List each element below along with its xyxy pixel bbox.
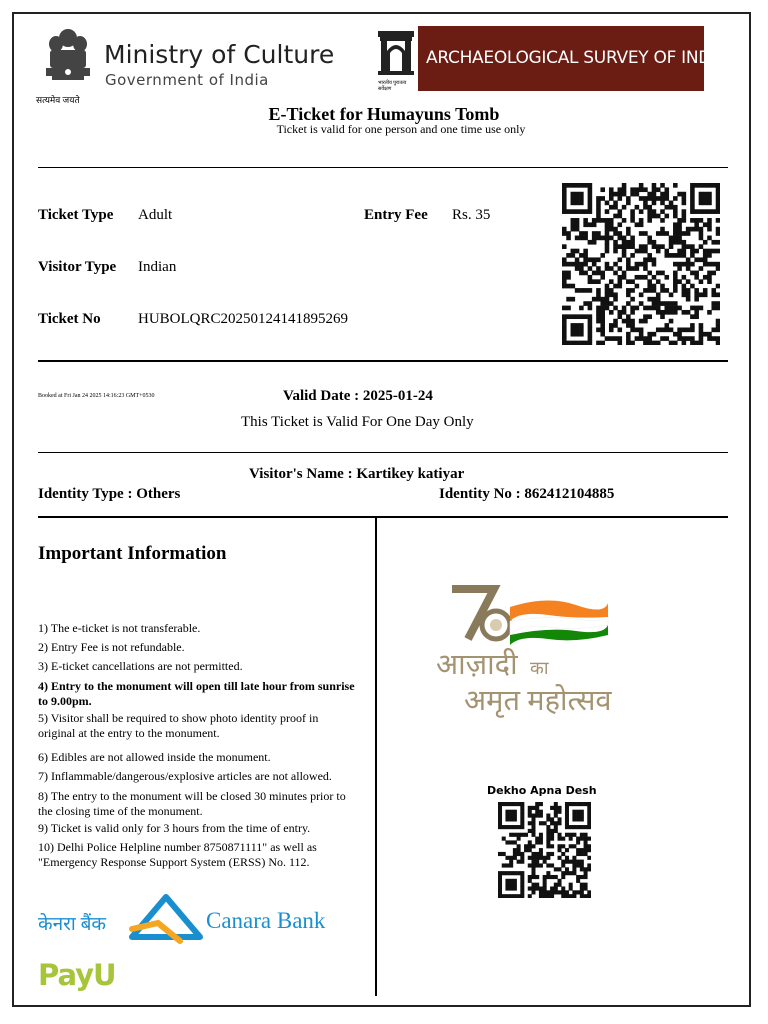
divider [38,516,728,518]
valid-date: Valid Date : 2025-01-24 [283,388,433,404]
info-item: 2) Entry Fee is not refundable. [38,640,185,654]
canara-bank-logo-icon [128,893,204,945]
asi-banner [418,26,728,91]
info-item: 6) Edibles are not allowed inside the monument. [38,750,271,764]
asi-monument-icon [376,27,416,79]
asi-banner-text: ARCHAEOLOGICAL SURVEY OF INDIA [426,48,728,68]
booked-at-text: Booked at Fri Jan 24 2025 14:16:23 GMT+0530 [38,393,155,399]
azadi-ka: का [530,658,549,678]
ticket-qr-code-icon [562,183,720,345]
info-heading: Important Information [38,543,227,564]
info-item: 4) Entry to the monument will open till late hour from sunrise to 9.00pm. [38,679,355,708]
national-emblem-icon [40,26,96,94]
azadi-line2: अमृत महोत्सव [464,685,612,717]
visitor-name: Visitor's Name : Kartikey katiyar [249,466,465,482]
ministry-subtitle: Government of India [105,71,269,89]
ticket-no-value: HUBOLQRC20250124141895269 [138,311,349,327]
ministry-title: Ministry of Culture [104,40,335,69]
validity-note: This Ticket is Valid For One Day Only [241,414,474,430]
visitor-type-label: Visitor Type [38,259,117,275]
canara-english: Canara Bank [206,908,326,933]
ticket-title: E-Ticket for Humayuns Tomb [268,104,500,124]
ticket-type-value: Adult [138,207,173,223]
divider [38,167,728,168]
info-item: 3) E-ticket cancellations are not permitted. [38,659,243,673]
ticket-subtitle: Ticket is valid for one person and one time use only [276,122,526,136]
info-item: 9) Ticket is valid only for 3 hours from the time of entry. [38,821,311,835]
ticket-no-label: Ticket No [38,311,101,327]
divider [38,360,728,362]
dekho-apna-desh-qr-icon [498,802,591,898]
info-item: 7) Inflammable/dangerous/explosive articles are not allowed. [38,769,332,783]
visitor-type-value: Indian [138,259,177,275]
entry-fee-value: Rs. 35 [452,207,491,223]
identity-type: Identity Type : Others [38,486,181,502]
identity-no: Identity No : 862412104885 [439,486,615,502]
azadi-75-logo-icon [448,585,618,645]
entry-fee-label: Entry Fee [364,207,428,223]
azadi-line1: आज़ादी [436,649,518,681]
emblem-motto: सत्यमेव जयते [36,95,80,105]
info-item: 1) The e-ticket is not transferable. [38,621,201,635]
ticket-type-label: Ticket Type [38,207,114,223]
payu-logo: PayU [38,958,116,992]
canara-hindi: केनरा बैंक [38,914,107,935]
asi-small-text: भारतीय पुरातत्व सर्वेक्षण [378,81,407,92]
column-divider [375,518,377,996]
info-item: 8) The entry to the monument will be closed 30 minutes prior to the closing time of the monument. [38,789,346,818]
info-item: 10) Delhi Police Helpline number 8750871111" as well as "Emergency Response Support System (ERSS) No. 112. [38,840,317,869]
info-item: 5) Visitor shall be required to show photo identity proof in original at the entry to the monument. [38,711,319,740]
divider [38,452,728,453]
dekho-apna-desh-label: Dekho Apna Desh [487,784,597,797]
